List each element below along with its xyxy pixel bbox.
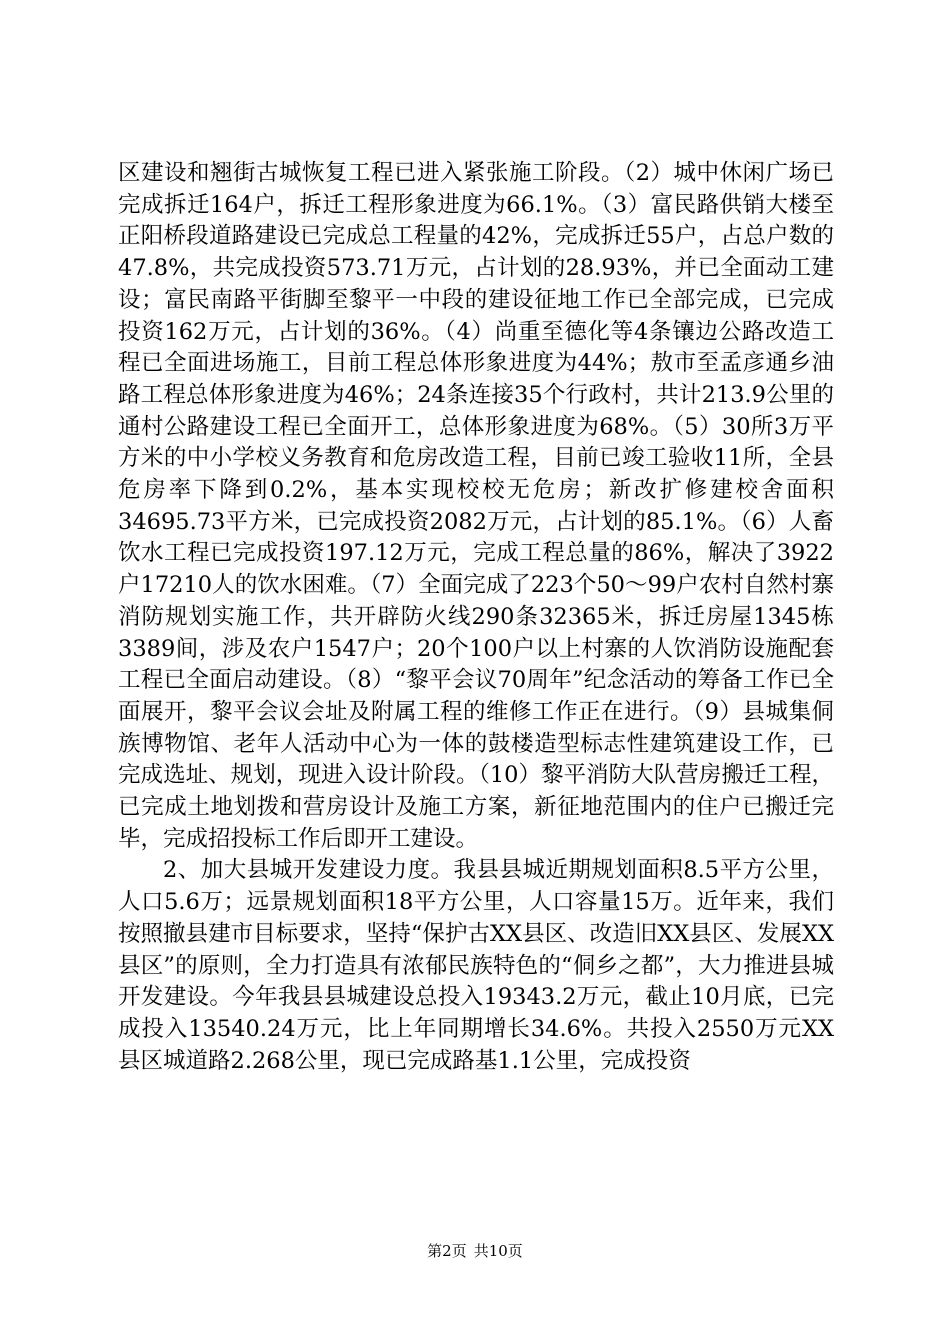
paragraph-1: 区建设和翘街古城恢复工程已进入紧张施工阶段。（2）城中休闲广场已完成拆迁164户，拆迁工程形象进度为66.1%。（3）富民路供销大楼至正阳桥段道路建设已完成总工程量的42%，完成拆迁55户，占总户数的47.8%，共完成投资573.71万元，占计划的28.93%，并已全面动工建设；富民南路平街脚至黎平一中段的建设征地工作已全部完成，已完成投资162万元，占计划的36%。（4）尚重至德化等4条镶边公路改造工程已全面进场施工，目前工程总体形象进度为44%；敖市至孟彦通乡油路工程总体形象进度为46%；24条连接35个行政村，共计213.9公里的通村公路建设工程已全面开工，总体形象进度为68%。（5）30所3万平方米的中小学校义务教育和危房改造工程，目前已竣工验收11所，全县危房率下降到0.2%，基本实现校校无危房；新改扩修建校舍面积34695.73平方米，已完成投资2082万元，占计划的85.1%。（6）人畜饮水工程已完成投资197.12万元，完成工程总量的86%，解决了3922户17210人的饮水困难。（7）全面完成了223个50～99户农村自然村寨消防规划实施工作，共开辟防火线290条32365米，拆迁房屋1345栋3389间，涉及农户1547户；20个100户以上村寨的人饮消防设施配套工程已全面启动建设。（8）“黎平会议70周年”纪念活动的筹备工作已全面展开，黎平会议会址及附属工程的维修工作正在进行。（9）县城集侗族博物馆、老年人活动中心为一体的鼓楼造型标志性建筑建设工作，已完成选址、规划，现进入设计阶段。（10）黎平消防大队营房搬迁工程，已完成土地划拨和营房设计及施工方案，新征地范围内的住户已搬迁完毕，完成招投标工作后即开工建设。 [118,160,834,852]
page-number-total: 共10页 [473,1242,523,1260]
page-footer [0,1241,950,1261]
document-body [118,158,834,1077]
paragraph-2: 2、加大县城开发建设力度。我县县城近期规划面积8.5平方公里，人口5.6万；远景规划面积18平方公里，人口容量15万。近年来，我们按照撤县建市目标要求，坚持“保护古XX县区、改造旧XX县区、发展XX县区”的原则，全力打造具有浓郁民族特色的“侗乡之都”，大力推进县城开发建设。今年我县县城建设总投入19343.2万元，截止10月底，已完成投入13540.24万元，比上年同期增长34.6%。共投入2550万元XX县区城道路2.268公里，现已完成路基1.1公里，完成投资 [118,857,834,1074]
page-number-current: 第2页 [427,1242,467,1260]
